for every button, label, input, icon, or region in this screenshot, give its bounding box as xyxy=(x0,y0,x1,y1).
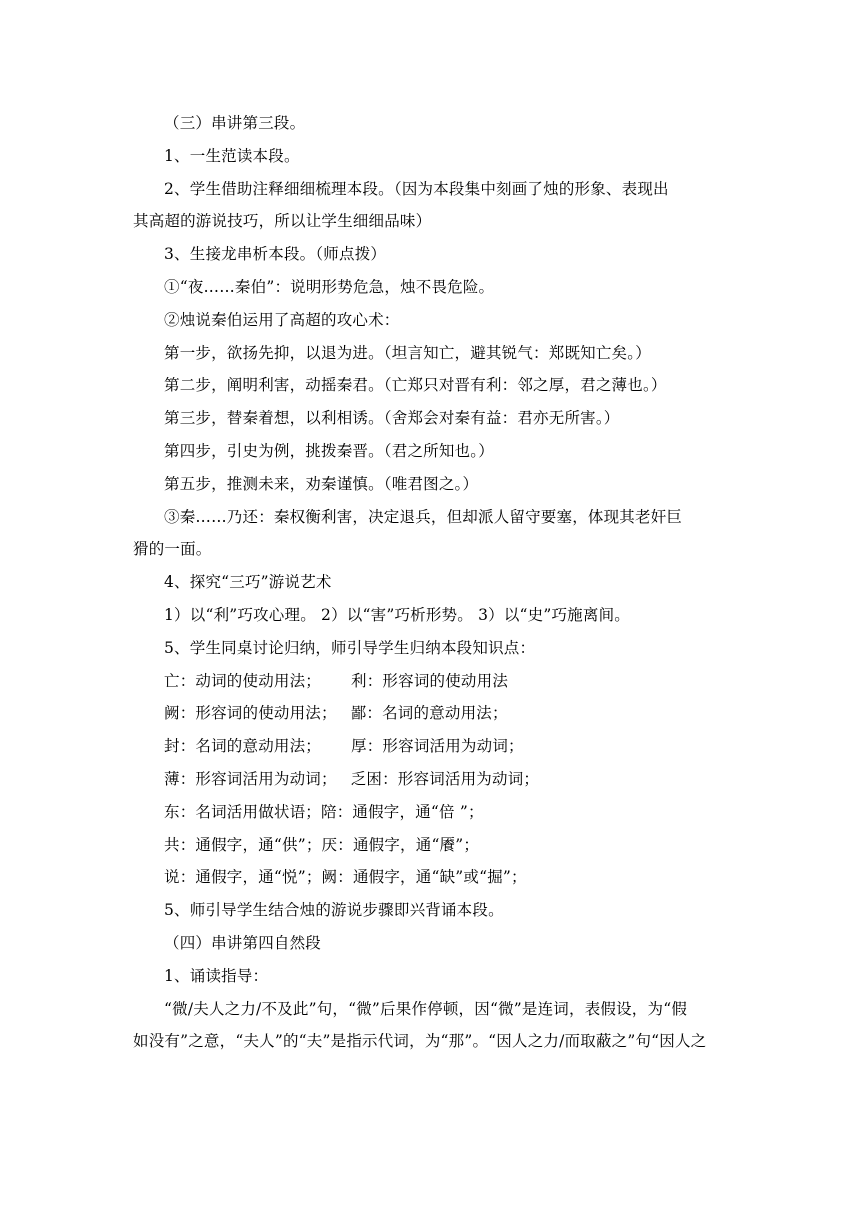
step-line: 第四步，引史为例，挑拨秦晋。（君之所知也。） xyxy=(164,441,494,460)
knowledge-point-line xyxy=(133,665,733,698)
paragraph-line: 1、一生范读本段。 xyxy=(164,146,300,165)
knowledge-point: 封：名词的意动用法； xyxy=(164,737,322,756)
paragraph-line: 1、诵读指导： xyxy=(164,966,269,985)
knowledge-point: 薄：形容词活用为动词； xyxy=(164,769,337,788)
step-line: 第五步，推测未来，劝秦谨慎。（唯君图之。） xyxy=(164,474,479,493)
step-line: 第一步，欲扬先抑，以退为进。（坦言知亡，避其锐气：郑既知亡矣。） xyxy=(164,343,651,362)
knowledge-point-line xyxy=(133,730,733,763)
knowledge-point-line: 共：通假字，通“供”；厌：通假字，通“餍”； xyxy=(164,835,480,854)
knowledge-point: 亡：动词的使动用法； xyxy=(164,671,322,690)
paragraph-line-continuation: 其高超的游说技巧，所以让学生细细品味） xyxy=(133,212,432,231)
section-heading-3: （三）串讲第三段。 xyxy=(164,114,306,132)
paragraph-line: 3、生接龙串析本段。（师点拨） xyxy=(164,245,387,264)
paragraph-line-continuation: 如没有”之意，“夫人”的“夫”是指示代词，为“那”。“因人之力/而取蔽之”句“因人之 xyxy=(133,1032,707,1051)
paragraph-line: 1）以“利”巧攻心理。 2）以“害”巧析形势。 3）以“史”巧施离间。 xyxy=(164,605,630,624)
step-line: 第三步，替秦着想，以利相诱。（舍郑会对秦有益：君亦无所害。） xyxy=(164,409,620,428)
paragraph-line: 5、师引导学生结合烛的游说步骤即兴背诵本段。 xyxy=(164,901,504,920)
knowledge-point-line: 东：名词活用做状语；陪：通假字，通“倍 ”； xyxy=(164,802,484,821)
knowledge-point-line xyxy=(133,697,733,730)
knowledge-point: 厚：形容词活用为动词； xyxy=(351,737,524,756)
paragraph-line: “微/夫人之力/不及此”句，“微”后果作停顿，因“微”是连词，表假设，为“假 xyxy=(164,999,688,1018)
paragraph-line: 2、学生借助注释细细梳理本段。（因为本段集中刻画了烛的形象、表现出 xyxy=(164,179,669,198)
paragraph-line: 4、探究“三巧”游说艺术 xyxy=(164,573,332,592)
section-heading-4: （四）串讲第四自然段 xyxy=(164,933,322,952)
knowledge-point-line: 说：通假字，通“悦”；阙：通假字，通“缺”或“掘”； xyxy=(164,868,527,887)
knowledge-point: 阙：形容词的使动用法； xyxy=(164,704,337,723)
step-line: 第二步，阐明利害，动摇秦君。（亡郑只对晋有利：邻之厚，君之薄也。） xyxy=(164,376,667,395)
paragraph-line: ③秦……乃还：秦权衡利害，决定退兵，但却派人留守要塞，体现其老奸巨 xyxy=(164,507,683,526)
knowledge-point-line xyxy=(133,763,733,796)
document-body xyxy=(133,107,733,1058)
knowledge-point: 鄙：名词的意动用法； xyxy=(350,704,508,723)
paragraph-line: ①“夜……秦伯”：说明形势危急，烛不畏危险。 xyxy=(164,277,495,296)
knowledge-point: 乏困：形容词活用为动词； xyxy=(350,769,540,788)
knowledge-point: 利：形容词的使动用法 xyxy=(351,671,509,690)
paragraph-line-continuation: 猾的一面。 xyxy=(133,540,212,559)
paragraph-line: ②烛说秦伯运用了高超的攻心术： xyxy=(164,310,400,329)
paragraph-line: 5、学生同桌讨论归纳，师引导学生归纳本段知识点： xyxy=(164,638,536,657)
